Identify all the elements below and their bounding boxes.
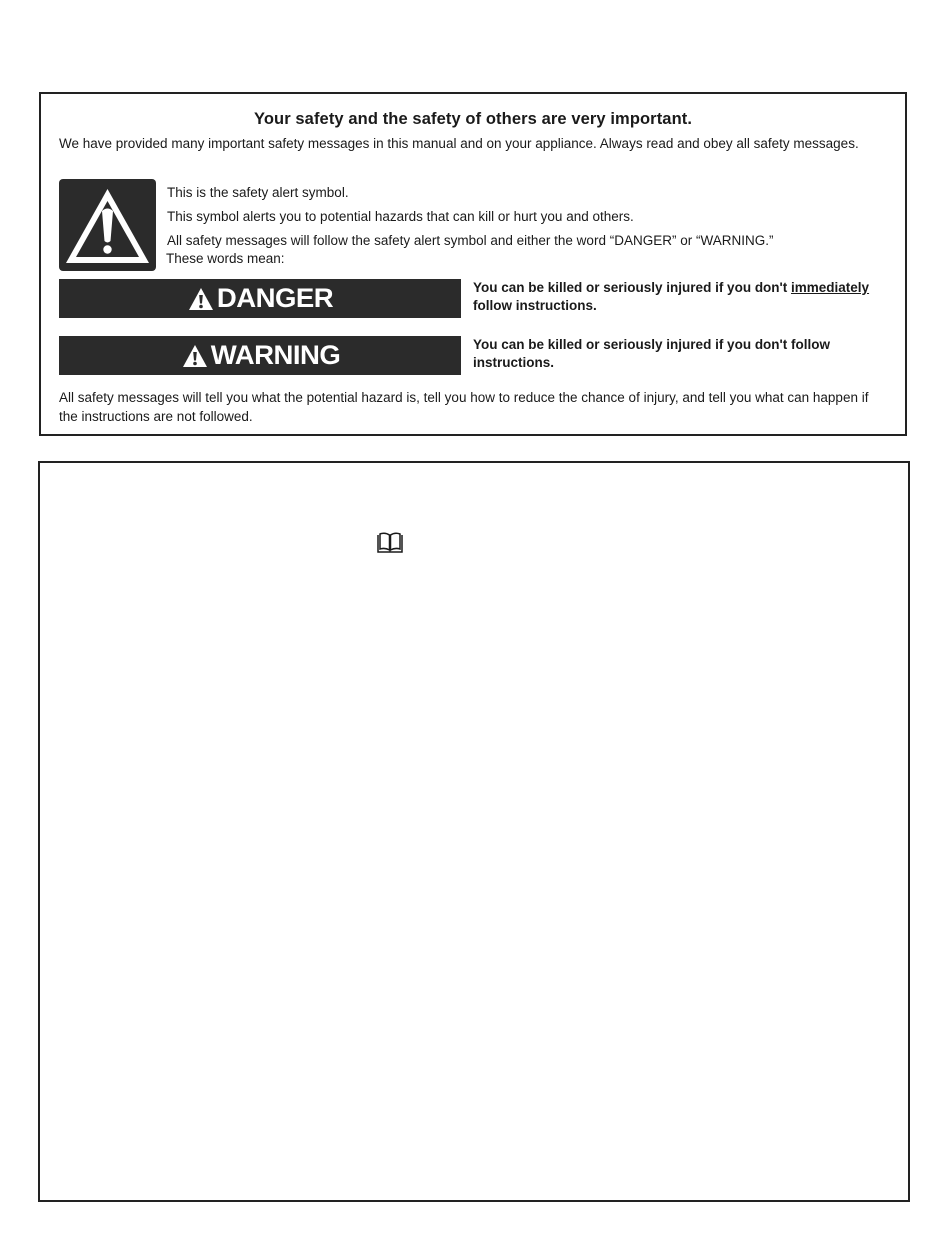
danger-signal-bar bbox=[59, 279, 461, 318]
danger-label: DANGER bbox=[216, 283, 334, 313]
alert-line: All safety messages will follow the safety alert symbol and either the word “DANGER” or “WARNING.” bbox=[167, 233, 774, 248]
warning-triangle-icon bbox=[182, 344, 208, 368]
warning-signal-bar bbox=[59, 336, 461, 375]
warning-triangle-icon bbox=[188, 287, 214, 311]
danger-text-start: You can be killed or seriously injured if you don't bbox=[473, 280, 792, 295]
safety-outro-text: All safety messages will tell you what the potential hazard is, tell you how to reduce the chance of injury, and tell you what can happen if the instructions are not followed. bbox=[59, 390, 869, 424]
safety-intro-text: We have provided many important safety messages in this manual and on your appliance. Always read and obey all safety messages. bbox=[59, 136, 859, 151]
alert-line: These words mean: bbox=[166, 251, 285, 266]
alert-line: This is the safety alert symbol. bbox=[167, 185, 349, 200]
safety-alert-symbol-icon bbox=[59, 179, 156, 271]
warning-label: WARNING bbox=[210, 340, 340, 370]
safety-information-box bbox=[39, 92, 907, 436]
instructions-box bbox=[38, 461, 910, 1202]
danger-text-end: follow instructions. bbox=[473, 298, 597, 313]
warning-description: You can be killed or seriously injured if you don't follow instructions. bbox=[473, 337, 830, 370]
danger-text-emphasis: immediately bbox=[791, 280, 870, 295]
danger-description bbox=[473, 279, 903, 315]
alert-line: This symbol alerts you to potential hazards that can kill or hurt you and others. bbox=[167, 209, 634, 224]
book-icon bbox=[377, 532, 403, 554]
safety-heading: Your safety and the safety of others are very important. bbox=[253, 110, 693, 128]
